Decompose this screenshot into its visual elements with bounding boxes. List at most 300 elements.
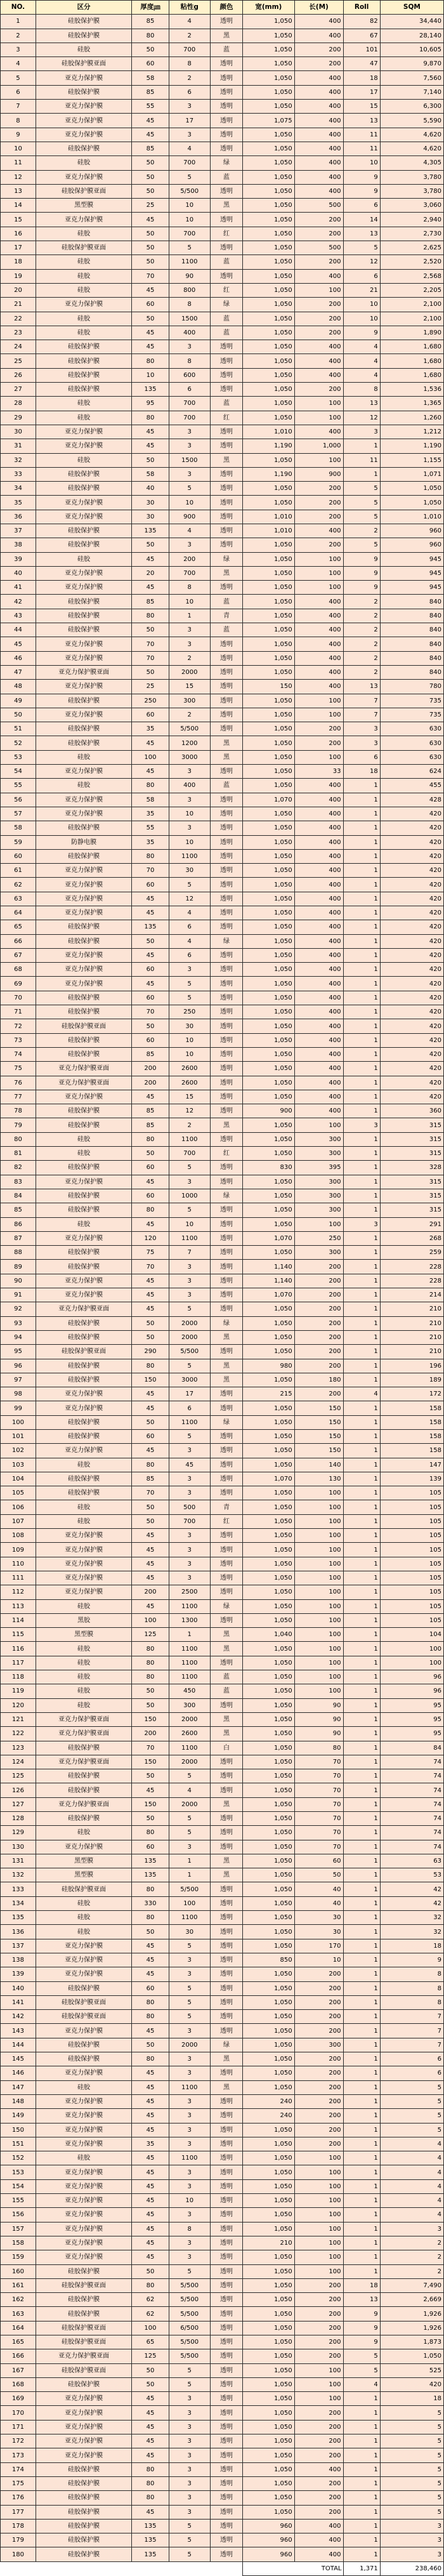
cell-adhesion[interactable]: 90 bbox=[169, 269, 210, 283]
cell-thickness[interactable]: 45 bbox=[132, 128, 169, 142]
cell-adhesion[interactable]: 3 bbox=[169, 1967, 210, 1981]
cell-adhesion[interactable]: 17 bbox=[169, 114, 210, 128]
cell-adhesion[interactable]: 700 bbox=[169, 411, 210, 425]
cell-adhesion[interactable]: 5/500 bbox=[169, 1345, 210, 1359]
cell-adhesion[interactable]: 5 bbox=[169, 1359, 210, 1373]
cell-length[interactable]: 400 bbox=[294, 779, 343, 793]
cell-adhesion[interactable]: 5 bbox=[169, 2533, 210, 2547]
cell-width[interactable]: 1,050 bbox=[243, 2264, 295, 2278]
cell-length[interactable]: 400 bbox=[294, 651, 343, 665]
cell-sqm[interactable]: 328 bbox=[380, 1161, 443, 1175]
cell-adhesion[interactable]: 5 bbox=[169, 1203, 210, 1217]
cell-sqm[interactable]: 9 bbox=[380, 1953, 443, 1967]
cell-sqm[interactable]: 189 bbox=[380, 1373, 443, 1387]
cell-sqm[interactable]: 420 bbox=[380, 1062, 443, 1076]
cell-no[interactable]: 110 bbox=[1, 1557, 36, 1571]
cell-adhesion[interactable]: 5 bbox=[169, 1995, 210, 2009]
cell-sqm[interactable]: 420 bbox=[380, 920, 443, 934]
cell-width[interactable]: 1,050 bbox=[243, 1995, 295, 2009]
cell-color[interactable]: 透明 bbox=[210, 2462, 242, 2476]
cell-thickness[interactable]: 45 bbox=[132, 977, 169, 991]
cell-category[interactable]: 硅胶保护膜 bbox=[36, 1118, 131, 1132]
cell-thickness[interactable]: 50 bbox=[132, 538, 169, 552]
cell-width[interactable]: 1,050 bbox=[243, 2349, 295, 2363]
cell-color[interactable]: 透明 bbox=[210, 963, 242, 977]
cell-width[interactable]: 960 bbox=[243, 2547, 295, 2561]
cell-no[interactable]: 70 bbox=[1, 991, 36, 1005]
cell-no[interactable]: 86 bbox=[1, 1217, 36, 1231]
cell-length[interactable]: 400 bbox=[294, 892, 343, 906]
cell-width[interactable]: 1,050 bbox=[243, 453, 295, 467]
cell-width[interactable]: 1,050 bbox=[243, 100, 295, 114]
cell-sqm[interactable]: 2,940 bbox=[380, 213, 443, 227]
cell-roll[interactable]: 21 bbox=[343, 283, 380, 297]
cell-roll[interactable]: 1 bbox=[343, 2080, 380, 2094]
cell-length[interactable]: 400 bbox=[294, 609, 343, 623]
cell-adhesion[interactable]: 3 bbox=[169, 2406, 210, 2420]
cell-width[interactable]: 1,050 bbox=[243, 43, 295, 56]
cell-width[interactable]: 1,050 bbox=[243, 1882, 295, 1896]
cell-length[interactable]: 400 bbox=[294, 595, 343, 609]
cell-no[interactable]: 150 bbox=[1, 2123, 36, 2137]
cell-sqm[interactable]: 228 bbox=[380, 1260, 443, 1274]
cell-length[interactable]: 180 bbox=[294, 1373, 343, 1387]
cell-sqm[interactable]: 1,926 bbox=[380, 2307, 443, 2321]
cell-thickness[interactable]: 290 bbox=[132, 1345, 169, 1359]
cell-roll[interactable]: 18 bbox=[343, 2278, 380, 2292]
cell-thickness[interactable]: 70 bbox=[132, 1486, 169, 1500]
cell-no[interactable]: 127 bbox=[1, 1797, 36, 1811]
cell-color[interactable]: 蓝 bbox=[210, 595, 242, 609]
cell-roll[interactable]: 1 bbox=[343, 1019, 380, 1033]
cell-length[interactable]: 400 bbox=[294, 793, 343, 807]
cell-roll[interactable]: 1 bbox=[343, 2491, 380, 2505]
cell-adhesion[interactable]: 17 bbox=[169, 1387, 210, 1401]
cell-roll[interactable]: 2 bbox=[343, 651, 380, 665]
cell-color[interactable]: 黑 bbox=[210, 2052, 242, 2066]
cell-roll[interactable]: 6 bbox=[343, 199, 380, 213]
cell-adhesion[interactable]: 12 bbox=[169, 1104, 210, 1118]
cell-roll[interactable]: 1 bbox=[343, 1868, 380, 1882]
cell-roll[interactable]: 1 bbox=[343, 2052, 380, 2066]
cell-color[interactable]: 黑 bbox=[210, 1797, 242, 1811]
cell-sqm[interactable]: 3 bbox=[380, 2519, 443, 2533]
cell-width[interactable]: 1,050 bbox=[243, 298, 295, 312]
cell-adhesion[interactable]: 3 bbox=[169, 2094, 210, 2108]
cell-category[interactable]: 硅胶 bbox=[36, 779, 131, 793]
cell-category[interactable]: 亚克力保护膜亚面 bbox=[36, 1062, 131, 1076]
cell-no[interactable]: 39 bbox=[1, 552, 36, 566]
cell-length[interactable]: 150 bbox=[294, 1415, 343, 1429]
cell-no[interactable]: 97 bbox=[1, 1373, 36, 1387]
cell-no[interactable]: 115 bbox=[1, 1628, 36, 1642]
cell-width[interactable]: 1,050 bbox=[243, 1458, 295, 1472]
cell-thickness[interactable]: 100 bbox=[132, 750, 169, 764]
cell-sqm[interactable]: 1,926 bbox=[380, 2321, 443, 2335]
cell-thickness[interactable]: 45 bbox=[132, 1557, 169, 1571]
cell-length[interactable]: 100 bbox=[294, 2179, 343, 2193]
cell-length[interactable]: 100 bbox=[294, 1684, 343, 1698]
cell-sqm[interactable]: 5 bbox=[380, 2123, 443, 2137]
cell-sqm[interactable]: 34,440 bbox=[380, 15, 443, 29]
cell-length[interactable]: 200 bbox=[294, 736, 343, 750]
cell-adhesion[interactable]: 5/500 bbox=[169, 2349, 210, 2363]
cell-thickness[interactable]: 20 bbox=[132, 566, 169, 580]
cell-sqm[interactable]: 1,050 bbox=[380, 496, 443, 510]
cell-roll[interactable]: 67 bbox=[343, 29, 380, 43]
cell-no[interactable]: 38 bbox=[1, 538, 36, 552]
cell-color[interactable]: 透明 bbox=[210, 1175, 242, 1189]
cell-no[interactable]: 140 bbox=[1, 1981, 36, 1995]
cell-no[interactable]: 94 bbox=[1, 1330, 36, 1344]
cell-width[interactable]: 1,050 bbox=[243, 1217, 295, 1231]
cell-category[interactable]: 硅胶保护膜 bbox=[36, 1260, 131, 1274]
cell-sqm[interactable]: 2,669 bbox=[380, 2293, 443, 2307]
cell-roll[interactable]: 9 bbox=[343, 326, 380, 340]
cell-width[interactable]: 1,050 bbox=[243, 1925, 295, 1939]
cell-color[interactable]: 透明 bbox=[210, 1882, 242, 1896]
cell-category[interactable]: 亚克力保护膜 bbox=[36, 128, 131, 142]
cell-length[interactable]: 100 bbox=[294, 1118, 343, 1132]
cell-length[interactable]: 200 bbox=[294, 2335, 343, 2349]
cell-color[interactable]: 透明 bbox=[210, 1387, 242, 1401]
cell-no[interactable]: 65 bbox=[1, 920, 36, 934]
cell-color[interactable]: 透明 bbox=[210, 538, 242, 552]
cell-color[interactable]: 黑 bbox=[210, 1628, 242, 1642]
cell-thickness[interactable]: 58 bbox=[132, 71, 169, 85]
cell-roll[interactable]: 1 bbox=[343, 1316, 380, 1330]
cell-color[interactable]: 透明 bbox=[210, 2349, 242, 2363]
cell-no[interactable]: 37 bbox=[1, 524, 36, 538]
cell-adhesion[interactable]: 8 bbox=[169, 354, 210, 368]
cell-thickness[interactable]: 45 bbox=[132, 2420, 169, 2434]
cell-category[interactable]: 亚克力保护膜 bbox=[36, 2109, 131, 2123]
col-header-color[interactable]: 颜色 bbox=[210, 1, 242, 15]
cell-color[interactable]: 透明 bbox=[210, 213, 242, 227]
cell-sqm[interactable]: 315 bbox=[380, 1189, 443, 1203]
cell-sqm[interactable]: 420 bbox=[380, 892, 443, 906]
cell-thickness[interactable]: 80 bbox=[132, 2476, 169, 2490]
cell-adhesion[interactable]: 8 bbox=[169, 2222, 210, 2236]
cell-width[interactable]: 1,050 bbox=[243, 2194, 295, 2208]
cell-adhesion[interactable]: 3 bbox=[169, 128, 210, 142]
cell-sqm[interactable]: 96 bbox=[380, 1670, 443, 1684]
cell-no[interactable]: 164 bbox=[1, 2321, 36, 2335]
cell-width[interactable]: 1,010 bbox=[243, 425, 295, 439]
cell-category[interactable]: 硅胶 bbox=[36, 453, 131, 467]
cell-color[interactable]: 透明 bbox=[210, 1472, 242, 1486]
cell-adhesion[interactable]: 3 bbox=[169, 765, 210, 779]
cell-no[interactable]: 89 bbox=[1, 1260, 36, 1274]
cell-length[interactable]: 70 bbox=[294, 1755, 343, 1769]
cell-color[interactable]: 透明 bbox=[210, 1585, 242, 1599]
cell-sqm[interactable]: 147 bbox=[380, 1458, 443, 1472]
cell-category[interactable]: 亚克力保护膜 bbox=[36, 2236, 131, 2250]
cell-adhesion[interactable]: 1 bbox=[169, 1854, 210, 1868]
cell-color[interactable]: 绿 bbox=[210, 2038, 242, 2052]
cell-roll[interactable]: 1 bbox=[343, 467, 380, 481]
cell-width[interactable]: 1,050 bbox=[243, 1783, 295, 1797]
cell-no[interactable]: 18 bbox=[1, 255, 36, 269]
cell-no[interactable]: 79 bbox=[1, 1118, 36, 1132]
cell-sqm[interactable]: 3 bbox=[380, 2533, 443, 2547]
cell-sqm[interactable]: 840 bbox=[380, 651, 443, 665]
cell-thickness[interactable]: 60 bbox=[132, 1161, 169, 1175]
cell-category[interactable]: 硅胶 bbox=[36, 1642, 131, 1656]
cell-thickness[interactable]: 80 bbox=[132, 2462, 169, 2476]
cell-length[interactable]: 400 bbox=[294, 623, 343, 637]
cell-sqm[interactable]: 420 bbox=[380, 991, 443, 1005]
cell-sqm[interactable]: 105 bbox=[380, 1500, 443, 1514]
cell-no[interactable]: 72 bbox=[1, 1019, 36, 1033]
cell-width[interactable]: 1,050 bbox=[243, 765, 295, 779]
cell-sqm[interactable]: 8 bbox=[380, 1995, 443, 2009]
cell-no[interactable]: 19 bbox=[1, 269, 36, 283]
cell-sqm[interactable]: 74 bbox=[380, 1840, 443, 1854]
cell-length[interactable]: 400 bbox=[294, 1005, 343, 1019]
cell-roll[interactable]: 1 bbox=[343, 2462, 380, 2476]
cell-roll[interactable]: 1 bbox=[343, 2208, 380, 2222]
cell-color[interactable]: 透明 bbox=[210, 1458, 242, 1472]
cell-thickness[interactable]: 45 bbox=[132, 2094, 169, 2108]
cell-length[interactable]: 250 bbox=[294, 1231, 343, 1245]
cell-length[interactable]: 200 bbox=[294, 2476, 343, 2490]
cell-adhesion[interactable]: 2 bbox=[169, 708, 210, 722]
cell-length[interactable]: 200 bbox=[294, 1330, 343, 1344]
cell-sqm[interactable]: 5 bbox=[380, 2476, 443, 2490]
cell-thickness[interactable]: 80 bbox=[132, 779, 169, 793]
cell-thickness[interactable]: 45 bbox=[132, 2406, 169, 2420]
cell-adhesion[interactable]: 2600 bbox=[169, 1076, 210, 1090]
cell-sqm[interactable]: 10,605 bbox=[380, 43, 443, 56]
cell-thickness[interactable]: 50 bbox=[132, 1698, 169, 1712]
cell-width[interactable]: 1,050 bbox=[243, 2052, 295, 2066]
cell-color[interactable]: 蓝 bbox=[210, 170, 242, 184]
cell-roll[interactable]: 1 bbox=[343, 1840, 380, 1854]
cell-adhesion[interactable]: 1100 bbox=[169, 1741, 210, 1755]
cell-width[interactable]: 1,050 bbox=[243, 2123, 295, 2137]
cell-roll[interactable]: 101 bbox=[343, 43, 380, 56]
cell-color[interactable]: 透明 bbox=[210, 467, 242, 481]
cell-length[interactable]: 200 bbox=[294, 383, 343, 397]
cell-length[interactable]: 400 bbox=[294, 1019, 343, 1033]
cell-roll[interactable]: 1 bbox=[343, 1104, 380, 1118]
cell-roll[interactable]: 1 bbox=[343, 2024, 380, 2038]
cell-length[interactable]: 200 bbox=[294, 1981, 343, 1995]
cell-no[interactable]: 103 bbox=[1, 1458, 36, 1472]
cell-color[interactable]: 透明 bbox=[210, 1613, 242, 1627]
cell-roll[interactable]: 1 bbox=[343, 991, 380, 1005]
cell-category[interactable]: 硅胶保护膜亚面 bbox=[36, 2010, 131, 2024]
cell-thickness[interactable]: 45 bbox=[132, 1274, 169, 1288]
cell-thickness[interactable]: 60 bbox=[132, 1189, 169, 1203]
cell-adhesion[interactable]: 2 bbox=[169, 1118, 210, 1132]
cell-adhesion[interactable]: 2600 bbox=[169, 1727, 210, 1741]
cell-roll[interactable]: 1 bbox=[343, 1486, 380, 1500]
cell-thickness[interactable]: 45 bbox=[132, 1401, 169, 1415]
cell-roll[interactable]: 1 bbox=[343, 1444, 380, 1458]
cell-category[interactable]: 亚克力保护膜 bbox=[36, 566, 131, 580]
cell-width[interactable]: 1,050 bbox=[243, 2476, 295, 2490]
cell-adhesion[interactable]: 700 bbox=[169, 566, 210, 580]
cell-category[interactable]: 硅胶 bbox=[36, 283, 131, 297]
cell-thickness[interactable]: 45 bbox=[132, 2392, 169, 2406]
cell-thickness[interactable]: 200 bbox=[132, 1585, 169, 1599]
cell-category[interactable]: 硅胶 bbox=[36, 397, 131, 411]
cell-thickness[interactable]: 50 bbox=[132, 2264, 169, 2278]
cell-sqm[interactable]: 1,536 bbox=[380, 383, 443, 397]
cell-length[interactable]: 200 bbox=[294, 1288, 343, 1302]
cell-thickness[interactable]: 60 bbox=[132, 1981, 169, 1995]
cell-color[interactable]: 透明 bbox=[210, 1769, 242, 1783]
cell-no[interactable]: 17 bbox=[1, 241, 36, 255]
cell-adhesion[interactable]: 3 bbox=[169, 2448, 210, 2462]
cell-no[interactable]: 120 bbox=[1, 1698, 36, 1712]
cell-sqm[interactable]: 268 bbox=[380, 1231, 443, 1245]
cell-thickness[interactable]: 45 bbox=[132, 1302, 169, 1316]
cell-adhesion[interactable]: 3 bbox=[169, 340, 210, 354]
cell-category[interactable]: 硅胶保护膜 bbox=[36, 2462, 131, 2476]
cell-thickness[interactable]: 45 bbox=[132, 581, 169, 595]
cell-length[interactable]: 100 bbox=[294, 694, 343, 708]
cell-width[interactable]: 1,050 bbox=[243, 2420, 295, 2434]
cell-category[interactable]: 亚克力保护膜亚面 bbox=[36, 1755, 131, 1769]
cell-category[interactable]: 硅胶保护膜 bbox=[36, 1783, 131, 1797]
cell-color[interactable]: 透明 bbox=[210, 1104, 242, 1118]
cell-thickness[interactable]: 45 bbox=[132, 1444, 169, 1458]
cell-width[interactable]: 1,050 bbox=[243, 85, 295, 99]
cell-sqm[interactable]: 214 bbox=[380, 1288, 443, 1302]
cell-roll[interactable]: 1 bbox=[343, 2236, 380, 2250]
cell-length[interactable]: 40 bbox=[294, 1896, 343, 1910]
cell-color[interactable]: 透明 bbox=[210, 1288, 242, 1302]
cell-thickness[interactable]: 45 bbox=[132, 2066, 169, 2080]
cell-width[interactable]: 1,050 bbox=[243, 496, 295, 510]
cell-thickness[interactable]: 95 bbox=[132, 397, 169, 411]
total-roll[interactable]: 1,371 bbox=[343, 2561, 380, 2575]
cell-category[interactable]: 硅胶保护膜 bbox=[36, 1472, 131, 1486]
cell-color[interactable]: 透明 bbox=[210, 383, 242, 397]
cell-width[interactable]: 1,050 bbox=[243, 411, 295, 425]
cell-adhesion[interactable]: 3 bbox=[169, 963, 210, 977]
cell-no[interactable]: 74 bbox=[1, 1047, 36, 1061]
cell-width[interactable]: 1,050 bbox=[243, 595, 295, 609]
cell-roll[interactable]: 1 bbox=[343, 1698, 380, 1712]
cell-thickness[interactable]: 85 bbox=[132, 595, 169, 609]
cell-roll[interactable]: 1 bbox=[343, 1670, 380, 1684]
cell-roll[interactable]: 1 bbox=[343, 1175, 380, 1189]
cell-width[interactable]: 1,050 bbox=[243, 1246, 295, 1260]
cell-category[interactable]: 亚克力保护膜 bbox=[36, 1840, 131, 1854]
cell-sqm[interactable]: 420 bbox=[380, 878, 443, 892]
cell-adhesion[interactable]: 2 bbox=[169, 29, 210, 43]
cell-length[interactable]: 200 bbox=[294, 2123, 343, 2137]
cell-roll[interactable]: 1 bbox=[343, 2420, 380, 2434]
cell-no[interactable]: 69 bbox=[1, 977, 36, 991]
cell-length[interactable]: 200 bbox=[294, 255, 343, 269]
cell-category[interactable]: 硅胶保护膜 bbox=[36, 821, 131, 835]
cell-category[interactable]: 硅胶 bbox=[36, 1147, 131, 1161]
cell-no[interactable]: 32 bbox=[1, 453, 36, 467]
cell-thickness[interactable]: 150 bbox=[132, 1373, 169, 1387]
cell-thickness[interactable]: 200 bbox=[132, 1062, 169, 1076]
cell-color[interactable]: 蓝 bbox=[210, 312, 242, 326]
cell-length[interactable]: 200 bbox=[294, 2505, 343, 2519]
cell-roll[interactable]: 1 bbox=[343, 1741, 380, 1755]
cell-thickness[interactable]: 45 bbox=[132, 736, 169, 750]
cell-length[interactable]: 200 bbox=[294, 43, 343, 56]
cell-length[interactable]: 140 bbox=[294, 1458, 343, 1472]
cell-sqm[interactable]: 4 bbox=[380, 2194, 443, 2208]
cell-no[interactable]: 44 bbox=[1, 623, 36, 637]
cell-color[interactable]: 透明 bbox=[210, 2208, 242, 2222]
cell-width[interactable]: 1,050 bbox=[243, 1727, 295, 1741]
cell-length[interactable]: 100 bbox=[294, 453, 343, 467]
cell-color[interactable]: 透明 bbox=[210, 425, 242, 439]
cell-roll[interactable]: 12 bbox=[343, 255, 380, 269]
cell-sqm[interactable]: 2,520 bbox=[380, 255, 443, 269]
cell-no[interactable]: 149 bbox=[1, 2109, 36, 2123]
cell-adhesion[interactable]: 3 bbox=[169, 1260, 210, 1274]
cell-sqm[interactable]: 1,680 bbox=[380, 354, 443, 368]
cell-color[interactable]: 透明 bbox=[210, 1783, 242, 1797]
cell-sqm[interactable]: 32 bbox=[380, 1925, 443, 1939]
cell-category[interactable]: 亚克力保护膜 bbox=[36, 864, 131, 878]
cell-category[interactable]: 硅胶保护膜 bbox=[36, 1161, 131, 1175]
cell-roll[interactable]: 2 bbox=[343, 637, 380, 651]
cell-length[interactable]: 70 bbox=[294, 1840, 343, 1854]
cell-thickness[interactable]: 50 bbox=[132, 665, 169, 679]
cell-thickness[interactable]: 50 bbox=[132, 1500, 169, 1514]
cell-length[interactable]: 100 bbox=[294, 1642, 343, 1656]
cell-sqm[interactable]: 315 bbox=[380, 1203, 443, 1217]
cell-thickness[interactable]: 45 bbox=[132, 2505, 169, 2519]
cell-adhesion[interactable]: 1100 bbox=[169, 1670, 210, 1684]
cell-roll[interactable]: 1 bbox=[343, 1514, 380, 1528]
cell-category[interactable]: 硅胶 bbox=[36, 326, 131, 340]
cell-adhesion[interactable]: 450 bbox=[169, 1684, 210, 1698]
cell-no[interactable]: 114 bbox=[1, 1613, 36, 1627]
cell-adhesion[interactable]: 5/500 bbox=[169, 722, 210, 736]
cell-width[interactable]: 1,050 bbox=[243, 227, 295, 241]
cell-roll[interactable]: 14 bbox=[343, 213, 380, 227]
cell-width[interactable]: 1,050 bbox=[243, 1005, 295, 1019]
cell-no[interactable]: 178 bbox=[1, 2519, 36, 2533]
cell-length[interactable]: 30 bbox=[294, 1925, 343, 1939]
cell-roll[interactable]: 1 bbox=[343, 1953, 380, 1967]
cell-color[interactable]: 透明 bbox=[210, 906, 242, 920]
cell-sqm[interactable]: 1,680 bbox=[380, 340, 443, 354]
cell-adhesion[interactable]: 800 bbox=[169, 283, 210, 297]
cell-no[interactable]: 160 bbox=[1, 2264, 36, 2278]
cell-adhesion[interactable]: 5 bbox=[169, 482, 210, 496]
cell-no[interactable]: 146 bbox=[1, 2066, 36, 2080]
cell-sqm[interactable]: 105 bbox=[380, 1529, 443, 1543]
cell-width[interactable]: 150 bbox=[243, 680, 295, 694]
cell-color[interactable]: 透明 bbox=[210, 2533, 242, 2547]
cell-thickness[interactable]: 60 bbox=[132, 1840, 169, 1854]
cell-width[interactable]: 1,050 bbox=[243, 1076, 295, 1090]
cell-category[interactable]: 硅胶保护膜 bbox=[36, 2491, 131, 2505]
cell-adhesion[interactable]: 10 bbox=[169, 807, 210, 821]
cell-width[interactable]: 1,050 bbox=[243, 2434, 295, 2448]
cell-no[interactable]: 47 bbox=[1, 665, 36, 679]
cell-sqm[interactable]: 4,305 bbox=[380, 156, 443, 170]
cell-no[interactable]: 49 bbox=[1, 694, 36, 708]
cell-sqm[interactable]: 420 bbox=[380, 1019, 443, 1033]
cell-width[interactable]: 1,010 bbox=[243, 510, 295, 524]
cell-adhesion[interactable]: 2500 bbox=[169, 1585, 210, 1599]
